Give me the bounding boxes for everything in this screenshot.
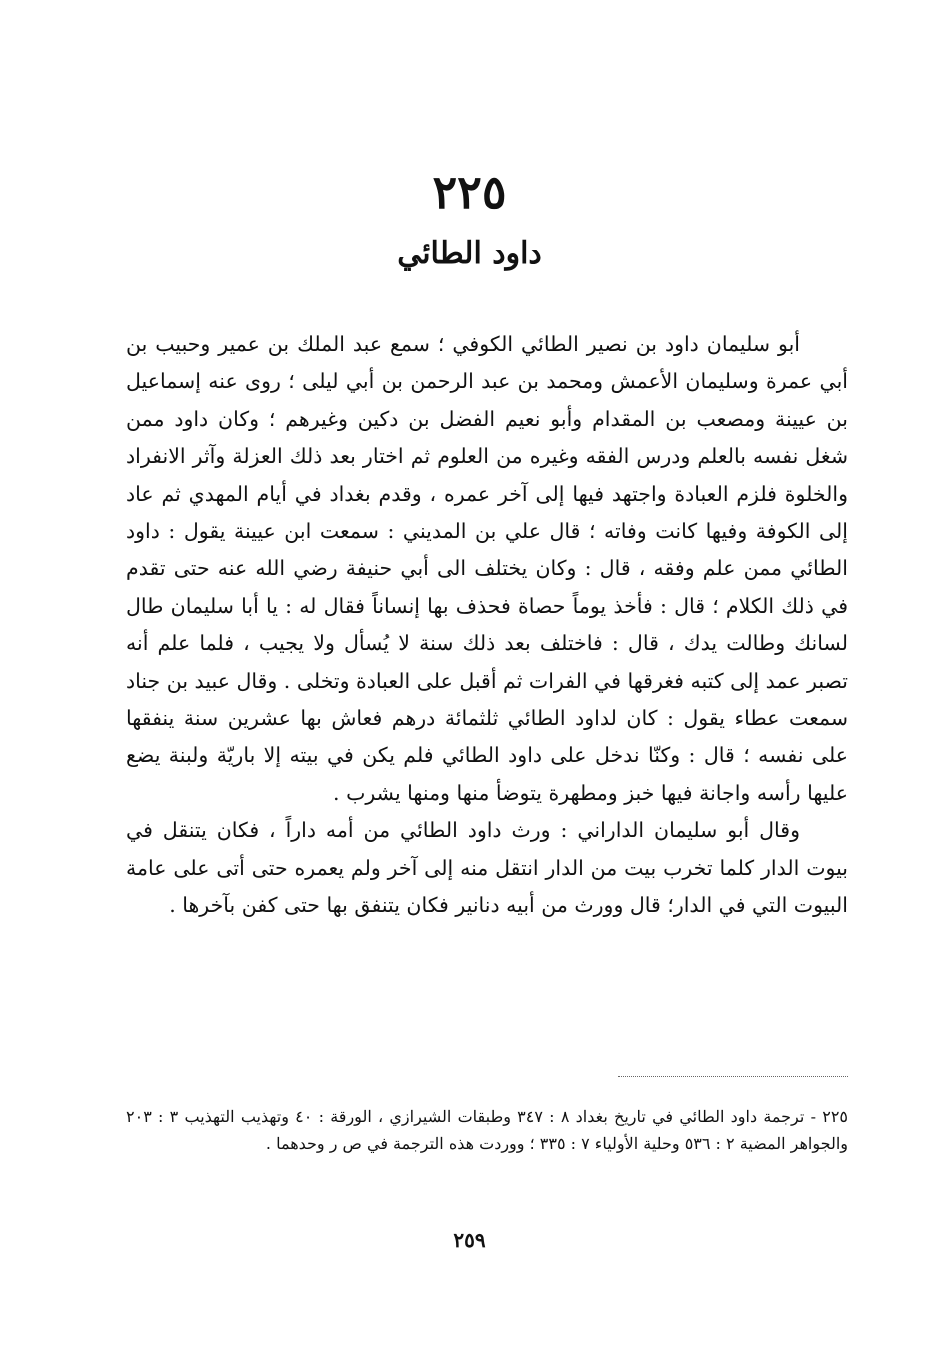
footnote-text: ٢٢٥ - ترجمة داود الطائي في تاريخ بغداد ٨ : ٣٤٧ وطبقات الشيرازي ، الورقة : ٤٠ وتهذيب التهذيب ٣ : ٢٠٣ والجواهر المضية ٢ : ٥٣٦ وحلية الأولياء ٧ : ٣٣٥ ؛ ووردت هذه الترجمة في ص ر وحدهما . [126, 1107, 848, 1153]
footnote [126, 1103, 848, 1157]
page-number: ٢٥٩ [453, 1228, 486, 1252]
body-paragraph: وقال أبو سليمان الداراني : ورث داود الطائي من أمه داراً ، فكان يتنقل في بيوت الدار كلما تخرب بيت من الدار انتقل منه إلى آخر ولم يعمره حتى أتى على عامة البيوت التي في الدار؛ قال وورث من أبيه دنانير فكان يتنفق بها حتى كفن بآخرها . [126, 818, 848, 918]
entry-number: ٢٢٥ [432, 165, 507, 219]
footnote-separator [618, 1076, 848, 1077]
entry-title: داود الطائي [397, 236, 542, 271]
biography-text [126, 326, 848, 925]
body-paragraph: أبو سليمان داود بن نصير الطائي الكوفي ؛ سمع عبد الملك بن عمير وحبيب بن أبي عمرة وسليمان الأعمش ومحمد بن عبد الرحمن بن أبي ليلى ؛ روى عنه إسماعيل بن عيينة ومصعب بن المقدام وأبو نعيم الفضل بن دكين وغيرهم ؛ وكان داود ممن شغل نفسه بالعلم ودرس الفقه وغيره من العلوم ثم اختار بعد ذلك العزلة وآثر الانفراد والخلوة فلزم العبادة واجتهد فيها إلى آخر عمره ، وقدم بغداد في أيام المهدي ثم عاد إلى الكوفة وفيها كانت وفاته ؛ قال علي بن المديني : سمعت ابن عيينة يقول : داود الطائي ممن علم وفقه ، قال : وكان يختلف الى أبي حنيفة رضي الله عنه حتى تقدم في ذلك الكلام ؛ قال : فأخذ يوماً حصاة فحذف بها إنساناً فقال له : يا أبا سليمان طال لسانك وطالت يدك ، قال : فاختلف بعد ذلك سنة لا يُسأل ولا يجيب ، فلما علم أنه تصبر عمد إلى كتبه فغرقها في الفرات ثم أقبل على العبادة وتخلى . وقال عبيد بن جناد سمعت عطاء يقول : كان لداود الطائي ثلثمائة درهم فعاش بها عشرين سنة ينفقها على نفسه ؛ قال : وكنّا ندخل على داود الطائي فلم يكن في بيته إلا باريّة ولبنة يضع عليها رأسه واجانة فيها خبز ومطهرة يتوضأ منها ومنها يشرب . [125, 332, 848, 805]
